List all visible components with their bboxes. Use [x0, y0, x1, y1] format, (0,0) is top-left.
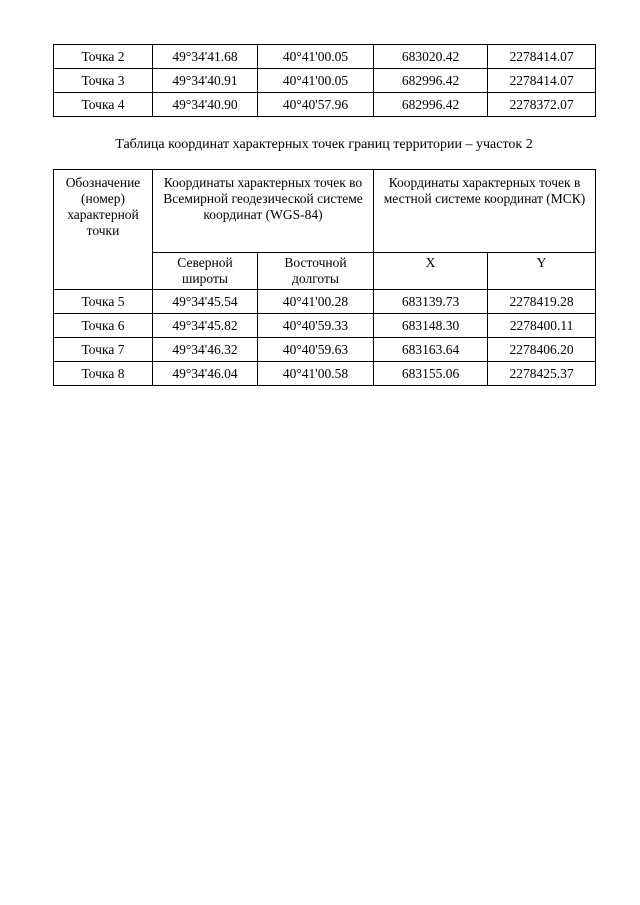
x-cell: 683020.42: [374, 45, 488, 69]
latitude-cell: 49°34'40.91: [153, 69, 258, 93]
north-latitude-header: Северной широты: [153, 253, 258, 290]
point-name-cell: Точка 3: [54, 69, 153, 93]
latitude-cell: 49°34'45.54: [153, 290, 258, 314]
y-cell: 2278419.28: [488, 290, 596, 314]
longitude-cell: 40°41'00.05: [258, 69, 374, 93]
x-cell: 683148.30: [374, 314, 488, 338]
point-name-cell: Точка 7: [54, 338, 153, 362]
longitude-cell: 40°40'59.33: [258, 314, 374, 338]
latitude-cell: 49°34'46.32: [153, 338, 258, 362]
table-row: [54, 314, 596, 338]
latitude-cell: 49°34'45.82: [153, 314, 258, 338]
designation-header: Обозначение (номер) характерной точки: [54, 170, 153, 290]
table-row: [54, 362, 596, 386]
table-row: [54, 290, 596, 314]
coordinates-table-part-2: [53, 169, 596, 386]
y-cell: 2278414.07: [488, 69, 596, 93]
east-longitude-header: Восточной долготы: [258, 253, 374, 290]
point-name-cell: Точка 6: [54, 314, 153, 338]
msk-group-header: Координаты характерных точек в местной системе координат (МСК): [374, 170, 596, 253]
x-cell: 682996.42: [374, 69, 488, 93]
y-cell: 2278414.07: [488, 45, 596, 69]
x-cell: 683155.06: [374, 362, 488, 386]
point-name-cell: Точка 2: [54, 45, 153, 69]
x-cell: 683163.64: [374, 338, 488, 362]
table-row: [54, 93, 596, 117]
y-cell: 2278372.07: [488, 93, 596, 117]
point-name-cell: Точка 5: [54, 290, 153, 314]
wgs-group-header: Координаты характерных точек во Всемирной геодезической системе координат (WGS-84): [153, 170, 374, 253]
y-cell: 2278400.11: [488, 314, 596, 338]
longitude-cell: 40°40'59.63: [258, 338, 374, 362]
longitude-cell: 40°40'57.96: [258, 93, 374, 117]
x-cell: 683139.73: [374, 290, 488, 314]
latitude-cell: 49°34'41.68: [153, 45, 258, 69]
y-header: Y: [488, 253, 596, 290]
table-row: [54, 45, 596, 69]
point-name-cell: Точка 8: [54, 362, 153, 386]
latitude-cell: 49°34'46.04: [153, 362, 258, 386]
longitude-cell: 40°41'00.58: [258, 362, 374, 386]
table-header-row: [54, 170, 596, 253]
longitude-cell: 40°41'00.28: [258, 290, 374, 314]
y-cell: 2278406.20: [488, 338, 596, 362]
latitude-cell: 49°34'40.90: [153, 93, 258, 117]
x-header: X: [374, 253, 488, 290]
coordinates-table-part-1: [53, 44, 596, 117]
longitude-cell: 40°41'00.05: [258, 45, 374, 69]
table-row: [54, 69, 596, 93]
point-name-cell: Точка 4: [54, 93, 153, 117]
table-row: [54, 338, 596, 362]
x-cell: 682996.42: [374, 93, 488, 117]
table-caption: Таблица координат характерных точек границ территории – участок 2: [115, 137, 533, 152]
y-cell: 2278425.37: [488, 362, 596, 386]
